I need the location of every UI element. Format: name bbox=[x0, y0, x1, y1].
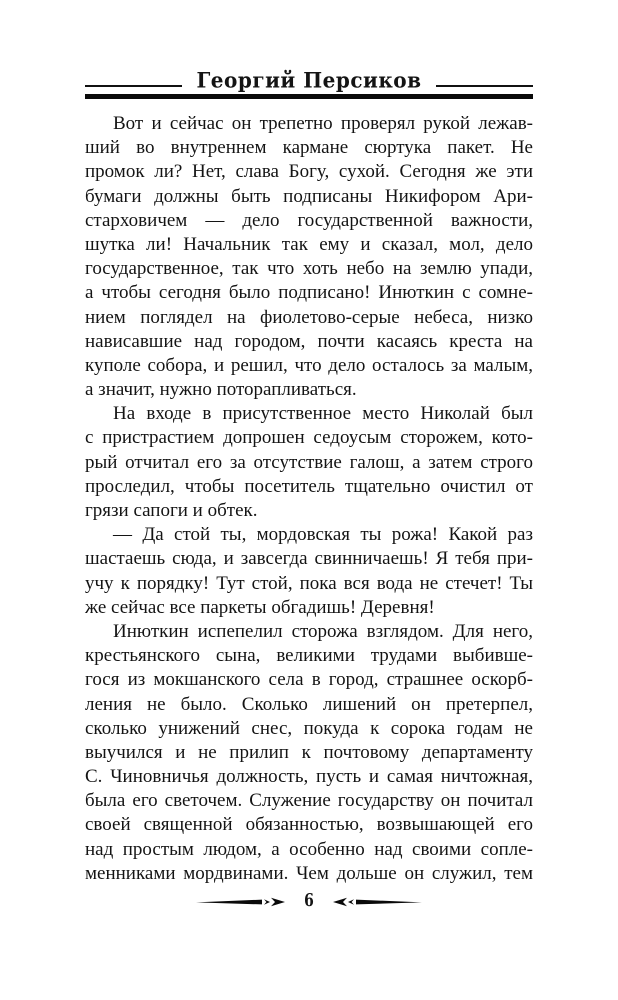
author-name: Георгий Персиков bbox=[196, 67, 422, 93]
pen-flourish-right-icon bbox=[332, 895, 422, 909]
text-line: старховичем — дело государственной важности, bbox=[85, 209, 533, 231]
text-line: Вот и сейчас он трепетно проверял рукой лежав- bbox=[113, 113, 533, 134]
text-line: а значит, нужно поторапливаться. bbox=[85, 379, 357, 401]
text-line: На входе в присутственное место Николай был bbox=[113, 403, 533, 425]
text-line: сколько унижений снес, покуда к сорока годам не bbox=[85, 717, 533, 739]
pen-flourish-left-icon bbox=[196, 895, 286, 909]
page-number: 6 bbox=[304, 890, 314, 912]
text-line: гося из мокшанского села в город, страшнее оскорб- bbox=[85, 669, 533, 691]
head-double-rule bbox=[85, 94, 533, 99]
text-line: же сейчас все паркеты обгадишь! Деревня! bbox=[85, 596, 435, 618]
text-line: была его светочем. Служение государству он почитал bbox=[85, 790, 533, 812]
text-line: крестьянского сына, великими трудами выбивше- bbox=[85, 645, 533, 667]
text-line: над простым людом, а особенно над своими сопле- bbox=[85, 838, 533, 860]
text-line: государственное, так что хоть небо на землю упади, bbox=[85, 258, 533, 280]
text-line: ший во внутреннем кармане сюртука пакет. Не bbox=[85, 137, 533, 159]
text-line: нависавшие над городом, почти касаясь креста на bbox=[85, 330, 533, 352]
page-text bbox=[85, 112, 533, 886]
text-line: шутка ли! Начальник так ему и сказал, мол, дело bbox=[85, 233, 533, 255]
text-line: куполе собора, и решил, что дело осталось за малым, bbox=[85, 354, 533, 376]
text-line: а чтобы сегодня было подписано! Инюткин с сомне- bbox=[85, 282, 533, 304]
text-line: грязи сапоги и обтек. bbox=[85, 500, 258, 521]
text-line: — Да стой ты, мордовская ты рожа! Какой раз bbox=[113, 524, 533, 546]
text-line: промок ли? Нет, слава Богу, сухой. Сегодня же эти bbox=[85, 161, 533, 183]
text-line: рый отчитал его за отсутствие галош, а затем строго bbox=[85, 451, 533, 473]
head-rule-right bbox=[436, 85, 533, 87]
text-line: Инюткин испепелил сторожа взглядом. Для него, bbox=[113, 620, 533, 642]
text-line: менниками мордвинами. Чем дольше он служил, тем bbox=[85, 862, 533, 884]
text-line: С. Чиновничья должность, пусть и самая ничтожная, bbox=[85, 766, 533, 788]
text-line: своей священной обязанностью, возвышающей его bbox=[85, 814, 533, 836]
text-line: шастаешь сюда, и завсегда свинничаешь! Я тебя при- bbox=[85, 548, 533, 570]
head-rule-left bbox=[85, 85, 182, 87]
text-line: с пристрастием допрошен седоусым сторожем, кото- bbox=[85, 427, 533, 449]
text-line: проследил, чтобы посетитель тщательно очистил от bbox=[85, 475, 533, 497]
text-line: учу к порядку! Тут стой, пока вся вода не стечет! Ты bbox=[85, 572, 533, 594]
text-line: бумаги должны быть подписаны Никифором Ари- bbox=[85, 185, 533, 207]
folio bbox=[85, 890, 533, 912]
text-line: нием поглядел на фиолетово-серые небеса, низко bbox=[85, 306, 533, 328]
text-line: ления не было. Сколько лишений он претерпел, bbox=[85, 693, 533, 715]
running-head bbox=[85, 56, 533, 93]
text-line: выучился и не прилип к почтовому департаменту bbox=[85, 741, 533, 763]
